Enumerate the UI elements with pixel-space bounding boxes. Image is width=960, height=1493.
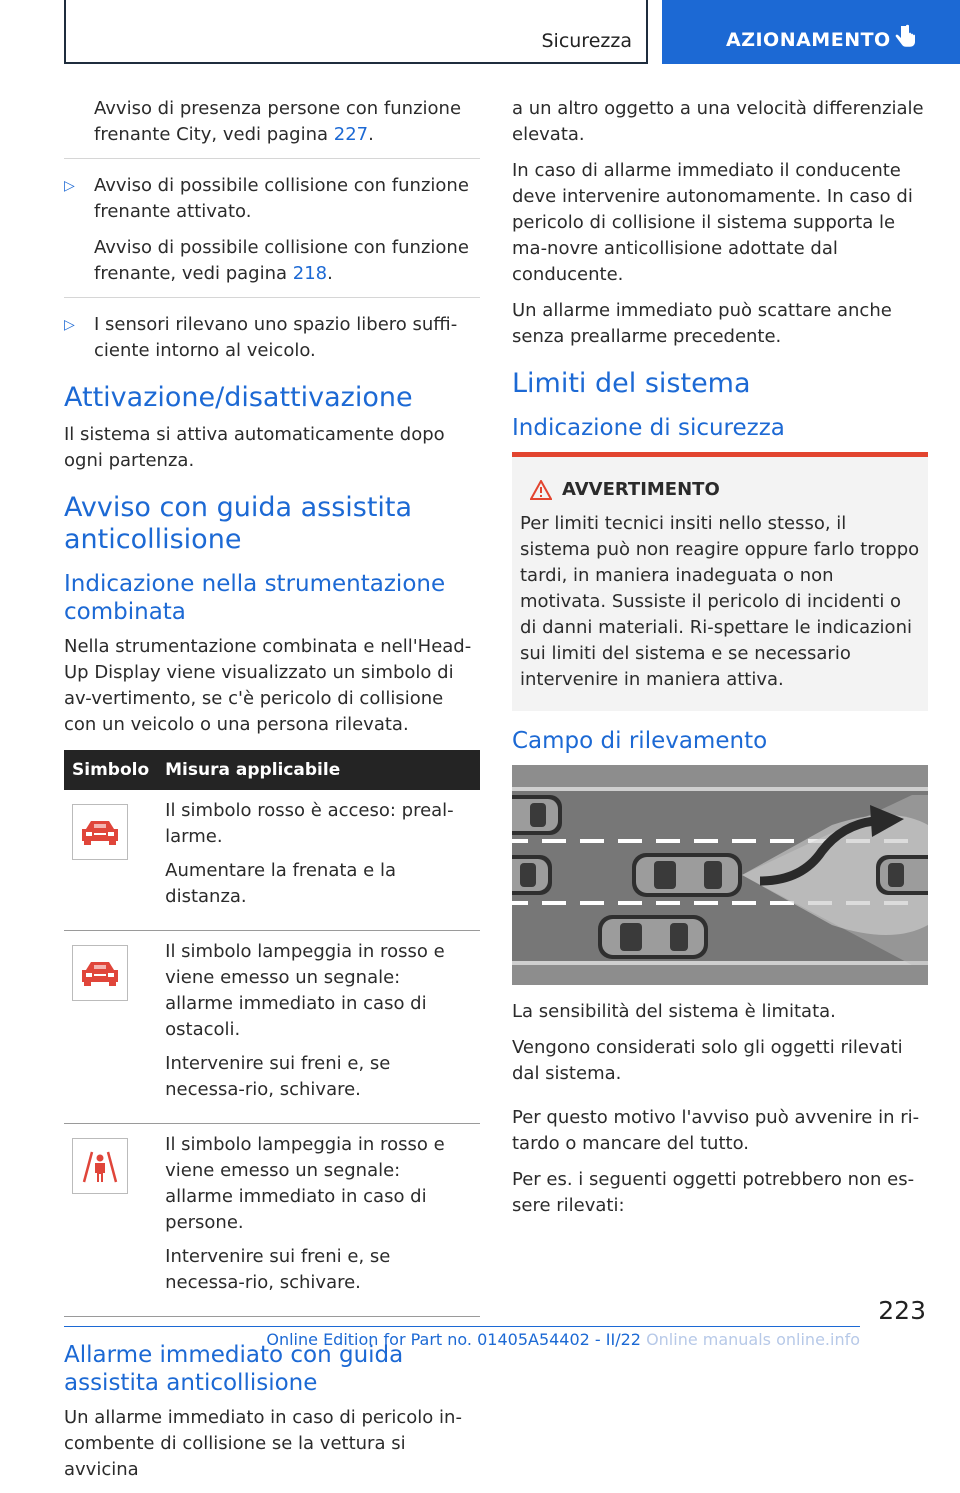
list-item: ▷ Avviso di possibile collisione con funzione frenante attivato.	[64, 173, 480, 225]
paragraph: Avviso di possibile collisione con funzione frenante, vedi pagina 218.	[94, 237, 469, 284]
heading-immediate-alarm: Allarme immediato con guida assistita anticollisione	[64, 1342, 404, 1396]
warning-triangle-icon	[530, 480, 552, 500]
footer-edition	[64, 1330, 860, 1349]
table-cell-text: Intervenire sui freni e, se necessa-rio, schivare.	[165, 1053, 391, 1100]
heading-collision-warning: Avviso con guida assistita anticollisione	[64, 492, 413, 555]
warning-text: Per limiti tecnici insiti nello stesso, il sistema può non reagire oppure farlo troppo tardi, in maniera inadeguata o non motivata. Sussiste il pericolo di incidenti o di danni materiali. Ri-spettare le indicazioni sui limiti del sistema e se necessario intervenire in maniera attiva.	[520, 513, 920, 690]
paragraph: In caso di allarme immediato il conducente deve intervenire autonomamente. In caso di pericolo di collisione il sistema supporta le ma-novre anticollisione adottate dal conducente.	[512, 160, 913, 285]
warning-box	[512, 452, 928, 711]
table-row	[64, 1124, 480, 1317]
header-chapter-tab	[662, 0, 960, 64]
paragraph: Per es. i seguenti oggetti potrebbero non es-sere rilevati:	[512, 1169, 915, 1216]
paragraph: Per questo motivo l'avviso può avvenire in ri-tardo o mancare del tutto.	[512, 1107, 920, 1154]
car-warning-flashing-icon	[72, 945, 128, 1001]
paragraph: Avviso di presenza persone con funzione frenante City, vedi pagina 227.	[94, 98, 462, 145]
table-header-row	[64, 750, 480, 790]
list-item: ▷ I sensori rilevano uno spazio libero suffi-ciente intorno al veicolo.	[64, 312, 480, 364]
detection-range-illustration	[512, 765, 928, 985]
table-header-symbol: Simbolo	[64, 750, 157, 790]
header-section-label: Sicurezza	[541, 30, 632, 52]
heading-activation: Attivazione/disattivazione	[64, 382, 413, 413]
paragraph: Il sistema si attiva automaticamente dopo ogni partenza.	[64, 424, 445, 471]
paragraph: Un allarme immediato in caso di pericolo in-combente di collisione se la vettura si avvicina	[64, 1407, 462, 1480]
table-cell-text: Intervenire sui freni e, se necessa-rio, schivare.	[165, 1246, 391, 1293]
heading-detection-range: Campo di rilevamento	[512, 728, 768, 754]
paragraph: a un altro oggetto a una velocità differenziale elevata.	[512, 98, 924, 145]
table-cell-text: Il simbolo lampeggia in rosso e viene emesso un segnale: allarme immediato in caso di ostacoli.	[165, 941, 445, 1040]
header-chapter-label: AZIONAMENTO	[726, 29, 891, 51]
table-cell-text: Il simbolo rosso è acceso: preal-larme.	[165, 800, 454, 847]
page-number: 223	[878, 1296, 926, 1325]
car-icon	[632, 853, 742, 897]
footer-edition-text: Online Edition for Part no. 01405A54402 - II/22	[266, 1330, 641, 1349]
table-cell-text: Aumentare la frenata e la distanza.	[165, 860, 397, 907]
heading-system-limits: Limiti del sistema	[512, 368, 751, 399]
heading-safety-note: Indicazione di sicurezza	[512, 415, 785, 441]
paragraph: Un allarme immediato può scattare anche senza preallarme precedente.	[512, 300, 892, 347]
left-column	[64, 96, 480, 1493]
footer-divider	[64, 1326, 860, 1327]
hand-pointer-icon	[894, 24, 916, 54]
heading-instrument-display: Indicazione nella strumentazione combinata	[64, 571, 446, 625]
pedestrian-warning-icon	[72, 1138, 128, 1194]
paragraph: Nella strumentazione combinata e nell'Head-Up Display viene visualizzato un simbolo di av-vertimento, se c'è pericolo di collisione con un veicolo o una persona rilevata.	[64, 636, 472, 735]
car-warning-icon	[72, 804, 128, 860]
symbol-table	[64, 750, 480, 1317]
warning-title: AVVERTIMENTO	[562, 479, 720, 500]
paragraph: La sensibilità del sistema è limitata.	[512, 1001, 836, 1022]
right-column	[512, 96, 928, 1229]
paragraph: Vengono considerati solo gli oggetti rilevati dal sistema.	[512, 1037, 903, 1084]
divider	[64, 158, 480, 159]
page-link[interactable]: 227	[333, 124, 369, 145]
divider	[64, 297, 480, 298]
header-section-tab	[64, 0, 648, 64]
footer-watermark: Online manuals online.info	[646, 1330, 860, 1349]
table-row	[64, 931, 480, 1124]
table-row	[64, 790, 480, 931]
table-cell-text: Il simbolo lampeggia in rosso e viene emesso un segnale: allarme immediato in caso di persone.	[165, 1134, 445, 1233]
page-link[interactable]: 218	[292, 263, 328, 284]
table-header-measure: Misura applicabile	[157, 750, 480, 790]
